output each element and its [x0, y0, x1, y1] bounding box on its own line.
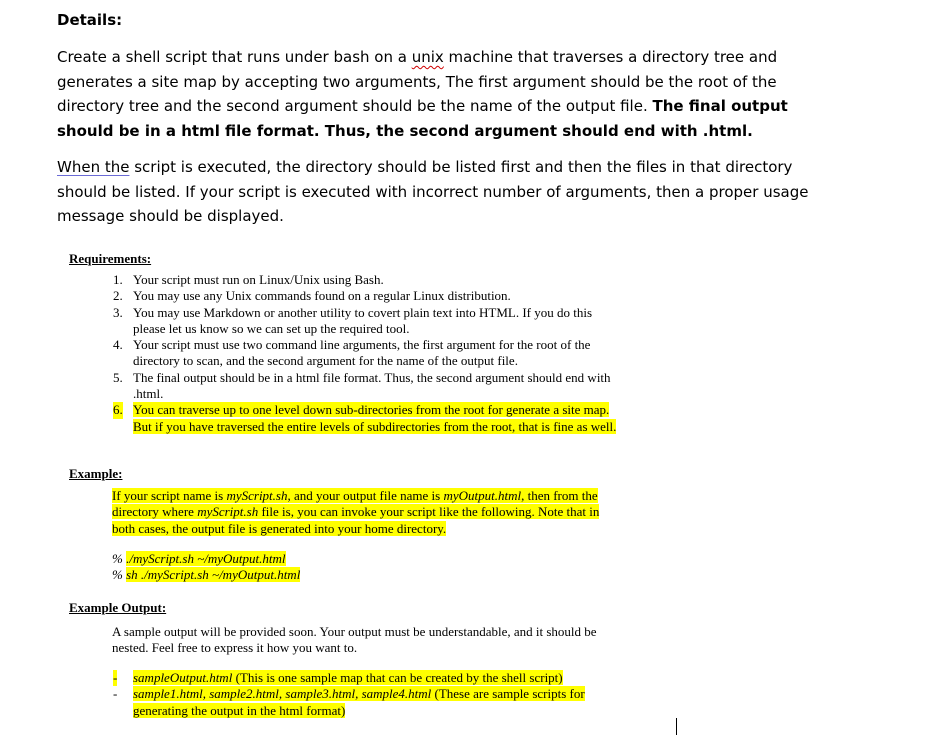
requirement-item	[113, 337, 623, 370]
example-command-2	[112, 567, 300, 583]
p1-bold: The final output should be in a html file format. Thus, the second argument should end with .html.	[57, 97, 788, 140]
example-command-1	[112, 551, 286, 567]
req-num: 4.	[113, 337, 123, 353]
example-heading: Example:	[69, 466, 123, 481]
requirement-item	[113, 272, 623, 288]
requirements-heading: Requirements:	[69, 251, 152, 266]
req-num: 5.	[113, 369, 123, 385]
requirement-item	[113, 370, 623, 403]
req-text: Your script must run on Linux/Unix using Bash.	[133, 272, 384, 287]
requirements-list	[113, 272, 623, 435]
item-italic: sampleOutput.html	[133, 670, 233, 685]
requirement-item	[113, 305, 623, 338]
req-text: Your script must use two command line arguments, the first argument for the root of the directory to scan, and the second argument for the name of the output file.	[133, 337, 591, 369]
ex-i2: myOutput.html	[443, 488, 522, 503]
example-output-heading: Example Output:	[69, 600, 167, 615]
details-heading: Details:	[57, 11, 123, 29]
ex-t4: file is, you can invoke your script like the following. Note that in both cases, the output file is generated into your home directory.	[112, 504, 600, 536]
p2-rest: script is executed, the directory should be listed first and then the files in that directory should be listed. If your script is executed with incorrect number of arguments, then a proper usage message should be displayed.	[57, 158, 809, 225]
req-num: 3.	[113, 304, 123, 320]
details-paragraph-1	[57, 45, 847, 143]
p1-unix-word: unix	[411, 48, 444, 66]
example-paragraph	[112, 488, 622, 537]
example-output-list	[113, 670, 625, 719]
item-text: (This is one sample map that can be created by the shell script)	[232, 670, 563, 685]
requirement-item	[113, 288, 623, 304]
item-italic: sample1.html, sample2.html, sample3.html, sample4.html	[133, 686, 432, 702]
req-num: 2.	[113, 288, 123, 304]
details-paragraph-2	[57, 155, 817, 229]
cmd2-prefix: %	[112, 567, 127, 582]
ex-t2: , and your output file name is	[287, 488, 444, 503]
text-cursor	[676, 718, 677, 735]
ex-i3: myScript.sh	[197, 504, 259, 520]
example-output-item	[113, 670, 625, 686]
p1-mid: machine that traverses a directory tree and generates a site map by accepting two arguments, The first argument should be the root of the directory tree and the second argument should be the name of the output file.	[57, 48, 778, 115]
item-dash: -	[113, 670, 118, 685]
req-num: 6.	[113, 402, 123, 418]
p2-when-the: When the	[57, 158, 130, 176]
example-output-paragraph: A sample output will be provided soon. Your output must be understandable, and it should be nested. Feel free to express it how you want to.	[112, 624, 597, 656]
p1-pre: Create a shell script that runs under bash on a	[57, 48, 412, 66]
cmd1-text: ./myScript.sh ~/myOutput.html	[126, 551, 286, 566]
req-text: You may use Markdown or another utility to covert plain text into HTML. If you do this please let us know so we can set up the required tool.	[133, 304, 593, 336]
example-output-item	[113, 686, 625, 719]
requirement-item-highlighted	[113, 402, 623, 435]
cmd1-prefix: %	[112, 551, 127, 566]
item-dash: -	[113, 686, 118, 702]
item-text: (These are sample scripts for generating the output in the html format)	[133, 686, 585, 718]
cmd2-text: sh ./myScript.sh ~/myOutput.html	[126, 567, 301, 582]
ex-t3: , then from the directory where	[112, 488, 598, 520]
req-text: The final output should be in a html file format. Thus, the second argument should end with .html.	[133, 369, 611, 402]
req-num: 1.	[113, 272, 123, 287]
ex-t1: If your script name is	[112, 488, 227, 503]
req-text: You may use any Unix commands found on a regular Linux distribution.	[133, 288, 511, 304]
ex-i1: myScript.sh	[226, 488, 288, 503]
req-text: You can traverse up to one level down sub-directories from the root for generate a site map. But if you have traversed the entire levels of subdirectories from the root, that is fine as well.	[133, 402, 617, 434]
